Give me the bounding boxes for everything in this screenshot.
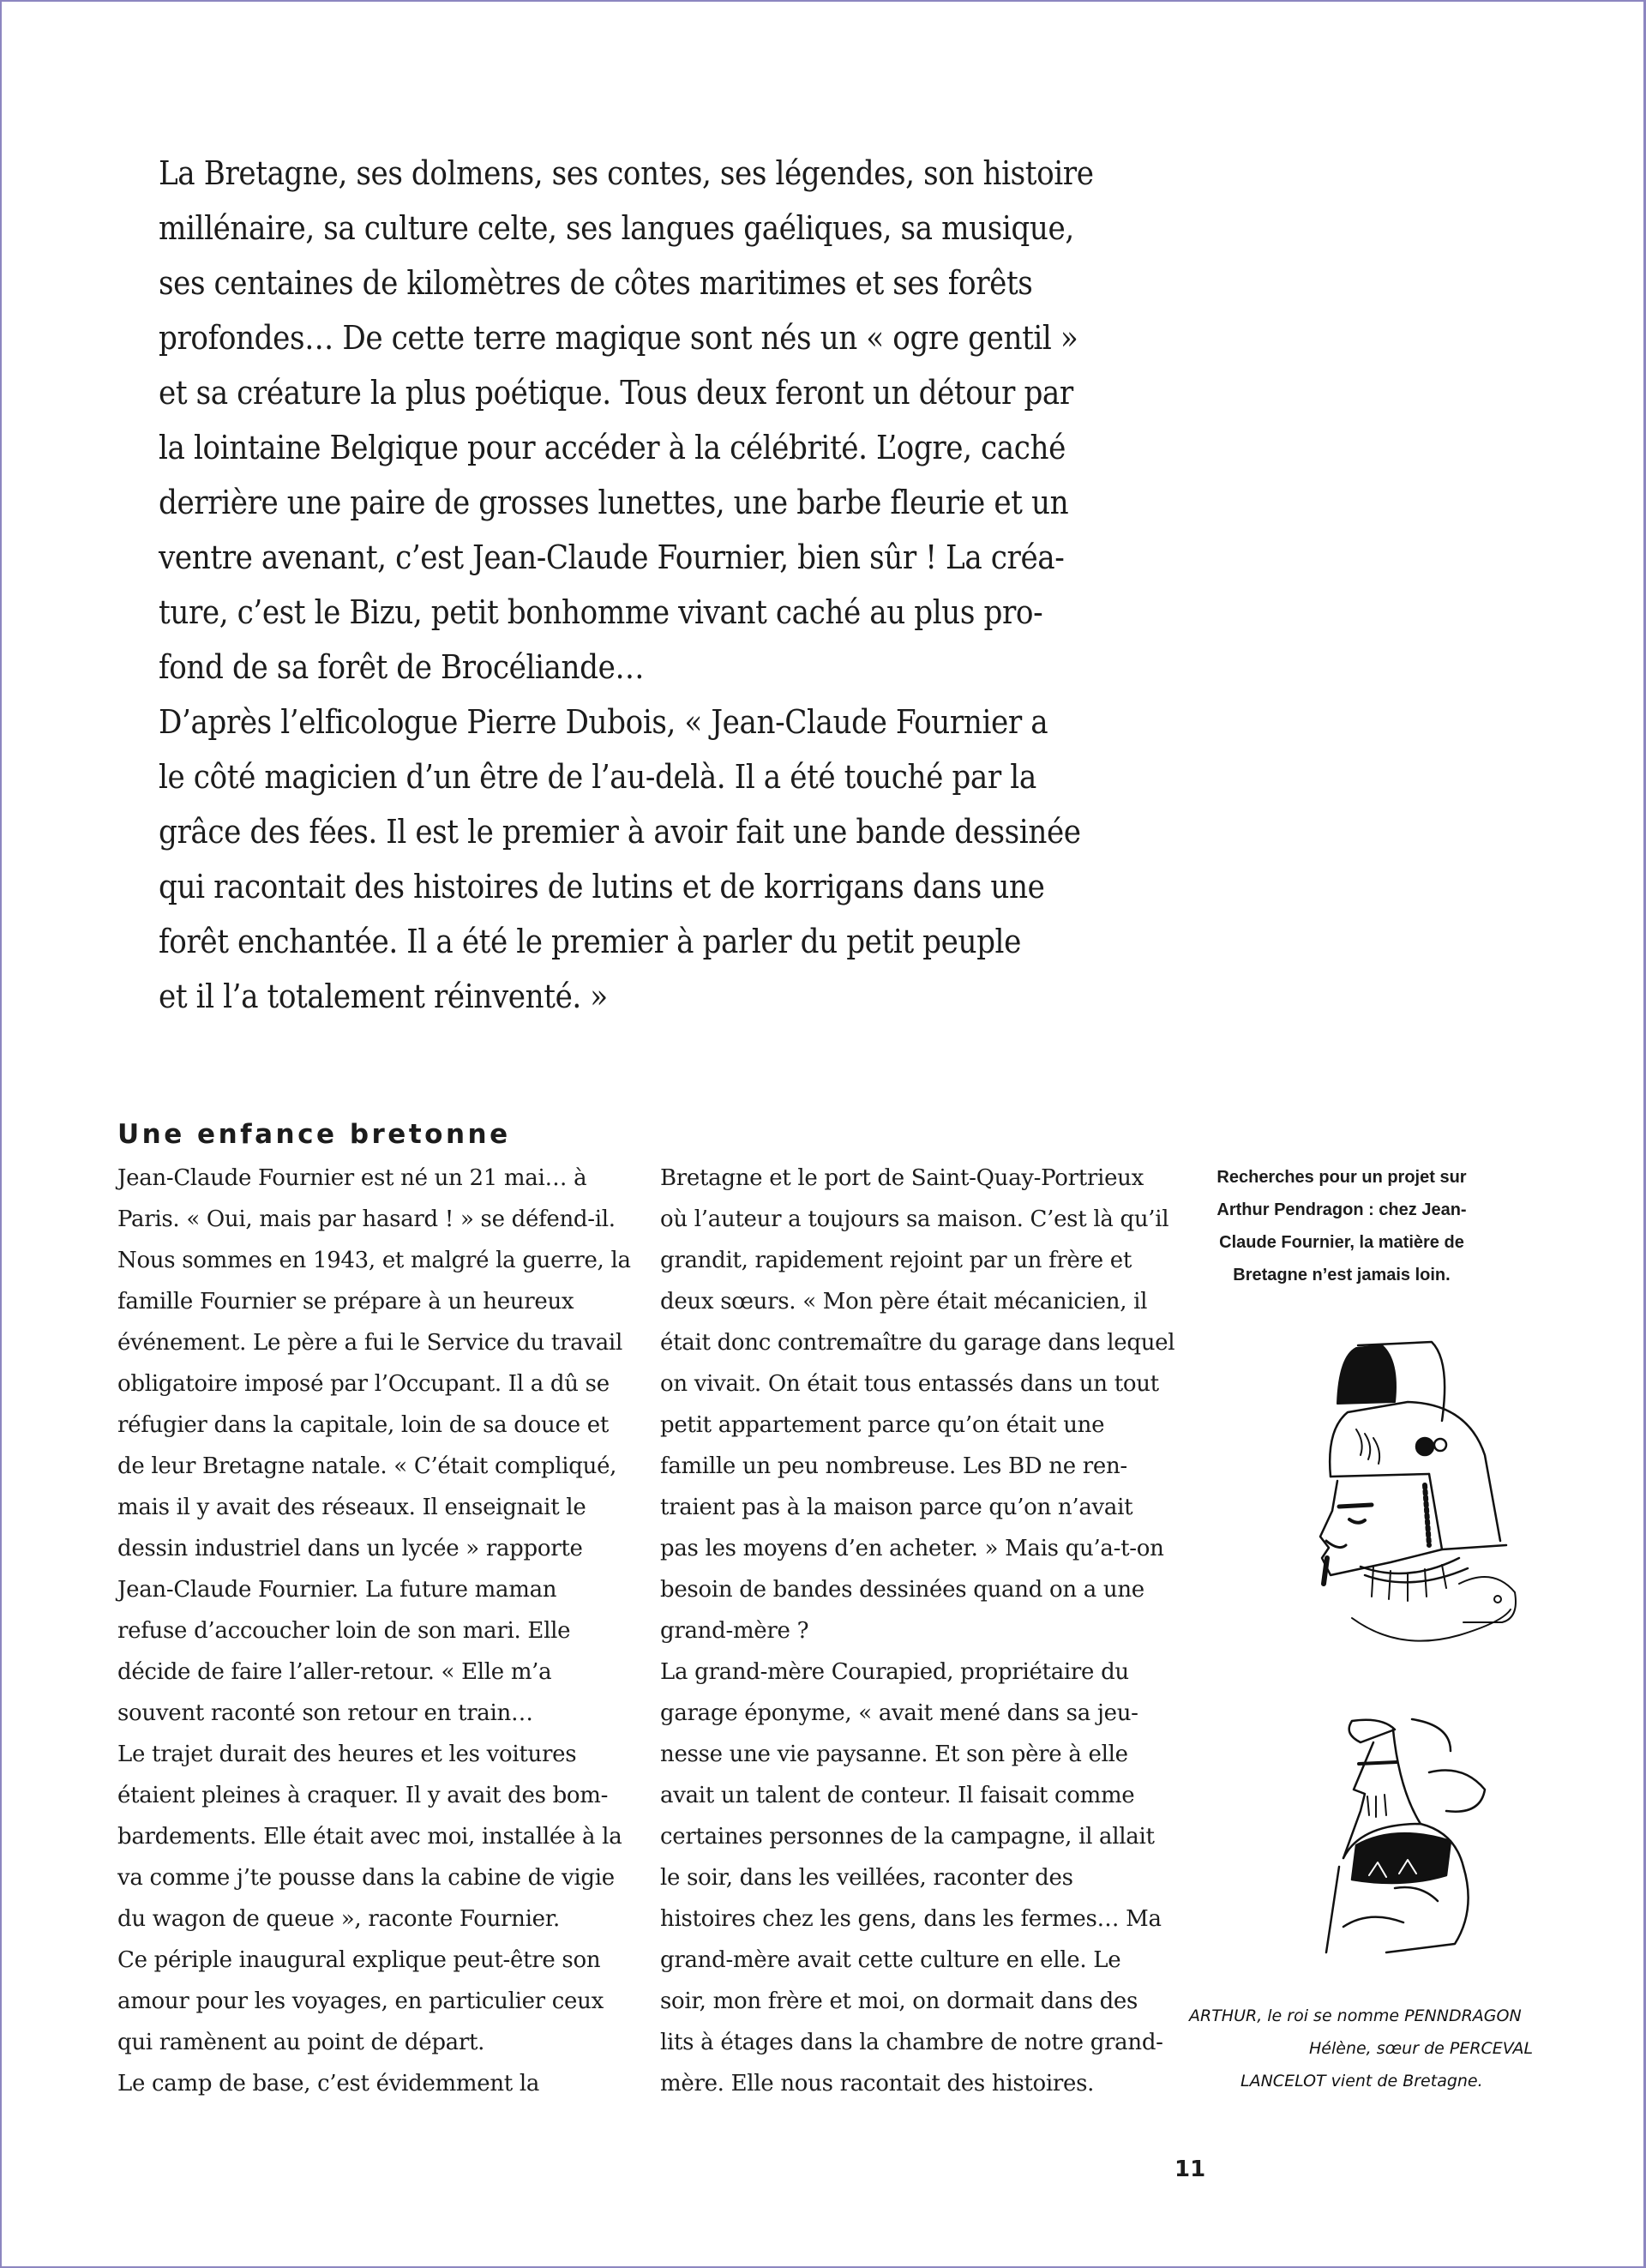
column-line: du wagon de queue », raconte Fournier.: [117, 1906, 560, 1932]
column-line: traient pas à la maison parce qu’on n’avait: [660, 1495, 1133, 1520]
column-line: garage éponyme, « avait mené dans sa jeu-: [660, 1700, 1138, 1726]
column-line: souvent raconté son retour en train…: [117, 1700, 533, 1726]
knight-sketch-icon: [1279, 1327, 1528, 1669]
intro-line: millénaire, sa culture celte, ses langues gaéliques, sa musique,: [159, 209, 1074, 247]
column-line: pas les moyens d’en acheter. » Mais qu’a-t-on: [660, 1536, 1164, 1561]
handwritten-note: [1189, 2000, 1592, 2097]
caption-line: Claude Fournier, la matière de: [1219, 1233, 1464, 1252]
illustration-caption: [1200, 1161, 1483, 1291]
intro-line: la lointaine Belgique pour accéder à la célébrité. L’ogre, caché: [159, 429, 1066, 466]
column-line: grand-mère ?: [660, 1618, 809, 1644]
handwritten-line: ARTHUR, le roi se nomme PENNDRAGON: [1189, 2006, 1522, 2025]
caption-line: Arthur Pendragon : chez Jean-: [1216, 1200, 1467, 1219]
column-line: réfugier dans la capitale, loin de sa douce et: [117, 1412, 609, 1438]
column-line: mère. Elle nous racontait des histoires.: [660, 2071, 1095, 2097]
column-line: décide de faire l’aller-retour. « Elle m’a: [117, 1659, 552, 1685]
intro-line: ventre avenant, c’est Jean-Claude Fournier, bien sûr ! La créa-: [159, 538, 1065, 576]
column-line: grand-mère avait cette culture en elle. Le: [660, 1947, 1121, 1973]
column-line: La grand-mère Courapied, propriétaire du: [660, 1659, 1129, 1685]
column-line: mais il y avait des réseaux. Il enseignait le: [117, 1495, 586, 1520]
intro-line: grâce des fées. Il est le premier à avoir fait une bande dessinée: [159, 813, 1081, 851]
column-line: amour pour les voyages, en particulier ceux: [117, 1988, 604, 2014]
body-column-2: [660, 1158, 1174, 2104]
column-line: deux sœurs. « Mon père était mécanicien, il: [660, 1289, 1148, 1314]
intro-line: et il l’a totalement réinventé. »: [159, 978, 608, 1015]
column-line: Jean-Claude Fournier. La future maman: [117, 1577, 557, 1603]
intro-line: La Bretagne, ses dolmens, ses contes, ses légendes, son histoire: [159, 154, 1094, 192]
handwritten-line: LANCELOT vient de Bretagne.: [1241, 2072, 1483, 2091]
column-line: dessin industriel dans un lycée » rapporte: [117, 1536, 583, 1561]
column-line: va comme j’te pousse dans la cabine de vigie: [117, 1865, 615, 1891]
intro-line: derrière une paire de grosses lunettes, une barbe fleurie et un: [159, 484, 1069, 521]
column-line: refuse d’accoucher loin de son mari. Elle: [117, 1618, 571, 1644]
intro-line: forêt enchantée. Il a été le premier à parler du petit peuple: [159, 923, 1021, 960]
column-line: obligatoire imposé par l’Occupant. Il a dû se: [117, 1371, 610, 1397]
column-line: avait un talent de conteur. Il faisait comme: [660, 1783, 1135, 1808]
intro-line: fond de sa forêt de Brocéliande…: [159, 648, 645, 686]
column-line: besoin de bandes dessinées quand on a une: [660, 1577, 1144, 1603]
column-line: histoires chez les gens, dans les fermes… Ma: [660, 1906, 1162, 1932]
column-line: était donc contremaître du garage dans lequel: [660, 1330, 1175, 1356]
column-line: on vivait. On était tous entassés dans un tout: [660, 1371, 1159, 1397]
column-line: étaient pleines à craquer. Il y avait des bom-: [117, 1783, 609, 1808]
column-line: famille un peu nombreuse. Les BD ne ren-: [660, 1453, 1127, 1479]
column-line: Jean-Claude Fournier est né un 21 mai… à: [117, 1165, 587, 1191]
column-line: de leur Bretagne natale. « C’était compliqué,: [117, 1453, 617, 1479]
intro-line: et sa créature la plus poétique. Tous deux feront un détour par: [159, 374, 1073, 412]
column-line: Paris. « Oui, mais par hasard ! » se défend-il.: [117, 1206, 616, 1232]
caption-line: Bretagne n’est jamais loin.: [1233, 1266, 1451, 1284]
intro-line: le côté magicien d’un être de l’au-delà. Il a été touché par la: [159, 758, 1036, 796]
column-line: bardements. Elle était avec moi, installée à la: [117, 1824, 622, 1850]
column-line: Le trajet durait des heures et les voitures: [117, 1742, 577, 1767]
column-line: Ce périple inaugural explique peut-être son: [117, 1947, 601, 1973]
bearded-figure-sketch-icon: [1292, 1695, 1498, 1961]
intro-paragraph: [159, 146, 1239, 1024]
column-line: où l’auteur a toujours sa maison. C’est là qu’il: [660, 1206, 1169, 1232]
caption-line: Recherches pour un projet sur: [1216, 1168, 1467, 1187]
column-line: le soir, dans les veillées, raconter des: [660, 1865, 1073, 1891]
column-line: grandit, rapidement rejoint par un frère et: [660, 1248, 1132, 1273]
intro-line: profondes… De cette terre magique sont nés un « ogre gentil »: [159, 319, 1078, 357]
column-line: petit appartement parce qu’on était une: [660, 1412, 1105, 1438]
intro-line: ses centaines de kilomètres de côtes maritimes et ses forêts: [159, 264, 1033, 302]
intro-line: D’après l’elficologue Pierre Dubois, « Jean-Claude Fournier a: [159, 703, 1048, 741]
column-line: Le camp de base, c’est évidemment la: [117, 2071, 540, 2097]
column-line: qui ramènent au point de départ.: [117, 2030, 485, 2055]
page-number: 11: [1174, 2157, 1206, 2182]
body-column-1: [117, 1158, 632, 2104]
column-line: famille Fournier se prépare à un heureux: [117, 1289, 574, 1314]
intro-line: ture, c’est le Bizu, petit bonhomme vivant caché au plus pro-: [159, 593, 1043, 631]
column-line: Bretagne et le port de Saint-Quay-Portrieux: [660, 1165, 1144, 1191]
intro-line: qui racontait des histoires de lutins et de korrigans dans une: [159, 868, 1045, 905]
handwritten-line: Hélène, sœur de PERCEVAL: [1309, 2039, 1534, 2058]
column-line: nesse une vie paysanne. Et son père à elle: [660, 1742, 1128, 1767]
column-line: événement. Le père a fui le Service du travail: [117, 1330, 622, 1356]
column-line: lits à étages dans la chambre de notre grand-: [660, 2030, 1163, 2055]
column-line: certaines personnes de la campagne, il allait: [660, 1824, 1155, 1850]
column-line: Nous sommes en 1943, et malgré la guerre, la: [117, 1248, 631, 1273]
section-heading: Une enfance bretonne: [117, 1119, 511, 1150]
column-line: soir, mon frère et moi, on dormait dans des: [660, 1988, 1138, 2014]
